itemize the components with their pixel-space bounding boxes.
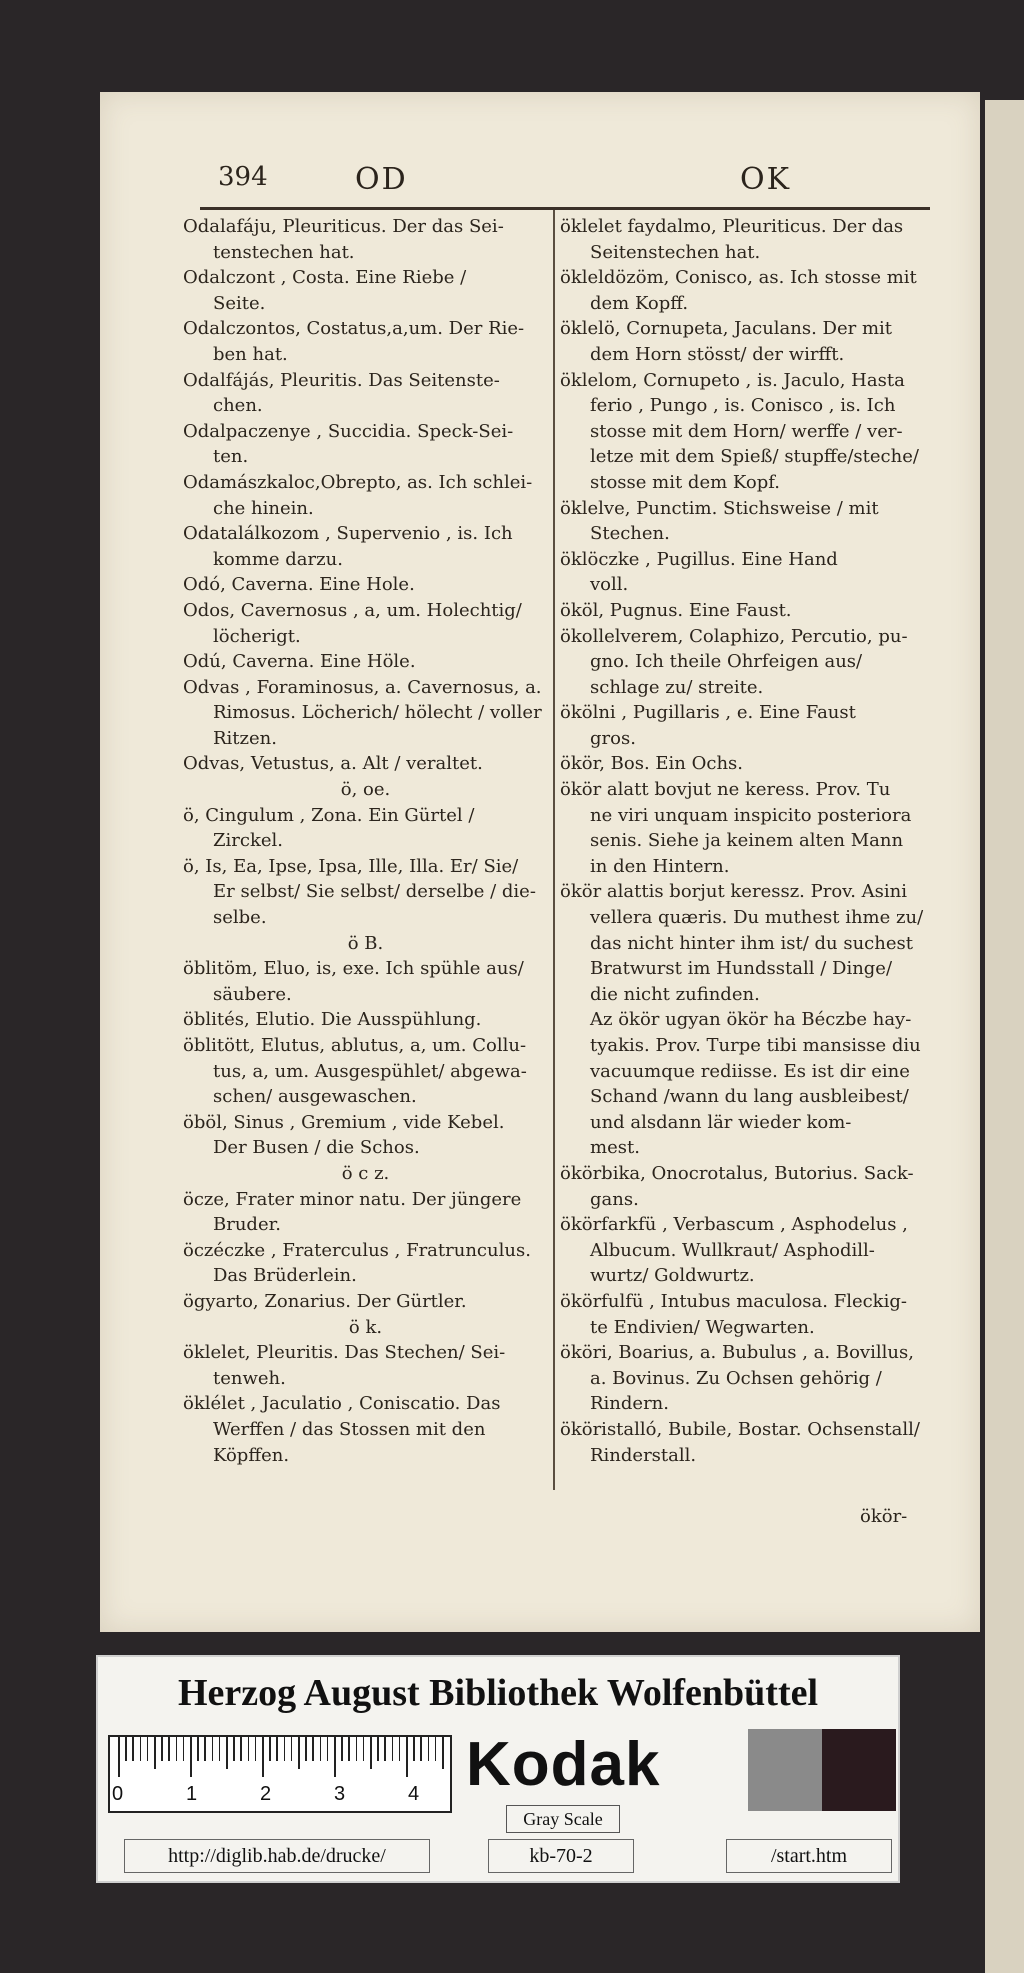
ruler-tick [168,1737,170,1761]
left-column-line: Er selbst/ Sie selbst/ derselbe / die- [213,881,536,903]
left-column-line: öczéczke , Fraterculus , Fratrunculus. [183,1239,531,1261]
left-column-line: öklelet, Pleuritis. Das Stechen/ Sei- [183,1342,506,1364]
right-column-line: öklelom, Cornupeto , is. Jaculo, Hasta [560,369,905,391]
ruler-tick [212,1737,214,1761]
right-column-line: öklelve, Punctim. Stichsweise / mit [560,497,879,519]
right-column-line: Stechen. [590,523,670,545]
library-name: Herzog August Bibliothek Wolfenbüttel [177,1672,819,1714]
right-column-line: Albucum. Wullkraut/ Asphodill- [590,1239,875,1261]
left-column-line: löcherigt. [213,625,301,647]
right-column-line: ököri, Boarius, a. Bubulus , a. Bovillus, [560,1342,914,1364]
catchword: ökör- [860,1506,908,1527]
left-column-line: Seite. [213,292,266,314]
right-column-line: senis. Siehe ja keinem alten Mann [590,830,904,852]
page-number: 394 [218,162,268,192]
left-column-line: Köpffen. [213,1444,290,1466]
column-divider [553,210,555,1490]
left-column-line: ö, Cingulum , Zona. Ein Gürtel / [183,804,475,826]
right-column-line: die nicht zufinden. [590,983,760,1005]
right-column-line: tyakis. Prov. Turpe tibi mansisse diu [590,1035,921,1056]
adjacent-page-edge [985,100,1024,1973]
ruler-tick [413,1737,415,1761]
right-column-line: öklelet faydalmo, Pleuriticus. Der das [560,216,904,237]
left-column-line: Odalafáju, Pleuriticus. Der das Sei- [183,216,504,237]
right-column-line: ököl, Pugnus. Eine Faust. [560,599,792,621]
right-column-line: öklöczke , Pugillus. Eine Hand [560,548,838,570]
ruler-tick [197,1737,199,1761]
right-column-line: a. Bovinus. Zu Ochsen gehörig / [590,1367,882,1389]
left-column-line: Odvas , Foraminosus, a. Cavernosus, a. [183,676,542,698]
ruler-tick [140,1737,142,1761]
right-column-line: öklelö, Cornupeta, Jaculans. Der mit [560,318,893,340]
left-column-line: komme darzu. [213,548,343,570]
ruler-tick [327,1737,329,1761]
left-column-line: ben hat. [213,343,288,365]
left-column-line: öblités, Elutio. Die Ausspühlung. [183,1009,482,1031]
left-column-line: Odamászkaloc,Obrepto, as. Ich schlei- [183,471,533,493]
measurement-ruler [108,1735,452,1813]
right-column-line: ferio , Pungo , is. Conisco , is. Ich [590,395,896,417]
right-column-line: und alsdann lär wieder kom- [590,1111,852,1133]
right-column [560,214,945,1468]
ruler-tick [147,1737,149,1761]
ruler-tick [190,1737,192,1777]
ruler-tick [269,1737,271,1761]
left-column-line: öcze, Frater minor natu. Der jüngere [183,1188,522,1210]
ruler-number: 1 [186,1783,198,1805]
running-head-right: OK [740,162,792,197]
left-column-line: säubere. [213,983,292,1005]
left-column-line: tus, a, um. Ausgespühlet/ abgewa- [213,1060,527,1082]
right-column-line: Schand /wann du lang ausbleibest/ [590,1086,909,1108]
right-column-line: gno. Ich theile Ohrfeigen aus/ [590,651,863,673]
ruler-tick [262,1737,264,1777]
right-column-line: ökör alattis borjut keressz. Prov. Asini [560,881,907,903]
right-column-line: Az ökör ugyan ökör ha Béczbe hay- [590,1009,912,1031]
right-column-line: letze mit dem Spieß/ stupffe/steche/ [590,446,919,468]
ruler-tick [442,1737,444,1769]
ruler-tick [377,1737,379,1761]
left-column-line: Der Busen / die Schos. [213,1137,420,1159]
ruler-tick [276,1737,278,1761]
left-column-line: Zirckel. [213,830,283,852]
left-column-line: ö, oe. [340,779,391,801]
ruler-tick [176,1737,178,1761]
right-column-line: ne viri unquam inspicito posteriora [590,804,912,826]
ruler-tick [312,1737,314,1761]
ruler-tick [320,1737,322,1761]
left-column-line: Odalczont , Costa. Eine Riebe / [183,267,467,289]
ruler-tick [183,1737,185,1761]
right-column-line: Seitenstechen hat. [590,241,761,263]
right-column-line: te Endivien/ Wegwarten. [590,1316,815,1338]
right-column-line: dem Horn stösst/ der wirfft. [590,343,845,365]
left-column-line: schen/ ausgewaschen. [213,1086,417,1108]
grayscale-swatch-light [674,1729,748,1811]
right-column-line: ököristalló, Bubile, Bostar. Ochsenstall/ [560,1418,920,1440]
ruler-tick [204,1737,206,1761]
right-column-line: das nicht hinter ihm ist/ du suchest [590,932,913,954]
right-column-line: wurtz/ Goldwurtz. [590,1265,755,1287]
left-column-line: che hinein. [213,497,314,519]
right-column-line: ökörfulfü , Intubus maculosa. Fleckig- [560,1290,907,1312]
right-column-line: Rindern. [590,1393,669,1415]
right-column-line: vellera quæris. Du muthest ihme zu/ [590,907,924,929]
right-column-line: in den Hintern. [590,855,730,877]
ruler-tick [435,1737,437,1761]
grayscale-swatch-mid [748,1729,822,1811]
right-column-line: stosse mit dem Horn/ werffe / ver- [590,420,903,442]
book-page [100,92,980,1632]
right-column-line: gros. [590,727,636,749]
grayscale-swatch-dark [822,1729,896,1811]
ruler-number: 0 [112,1783,124,1805]
ruler-tick [240,1737,242,1761]
left-column-line: ö, Is, Ea, Ipse, Ipsa, Ille, Illa. Er/ Sie/ [183,855,519,877]
ruler-tick [370,1737,372,1769]
ruler-tick [248,1737,250,1761]
ruler-tick [406,1737,408,1777]
right-column-line: ökölni , Pugillaris , e. Eine Faust [560,702,856,724]
ruler-tick [392,1737,394,1761]
left-column-line: Odalfájás, Pleuritis. Das Seitenste- [183,369,500,391]
left-column-line: Odos, Cavernosus , a, um. Holechtig/ [183,599,522,621]
left-column-line: Das Brüderlein. [213,1265,357,1287]
header-rule [200,207,930,210]
left-column [183,214,548,1468]
right-column-line: stosse mit dem Kopf. [590,471,780,493]
left-column-line: ö c z. [341,1162,390,1184]
ruler-number: 2 [260,1783,272,1805]
url-label: http://diglib.hab.de/drucke/ [124,1839,430,1873]
right-column-line: ökörfarkfü , Verbascum , Asphodelus , [560,1214,908,1236]
running-head-left: OD [355,162,408,197]
left-column-line: Werffen / das Stossen mit den [213,1418,486,1440]
right-column-line: Rinderstall. [590,1444,697,1466]
right-column-line: mest. [590,1137,640,1159]
right-column-line: ökollelverem, Colaphizo, Percutio, pu- [560,625,908,647]
ruler-tick [428,1737,430,1761]
left-column-line: Odó, Caverna. Eine Hole. [183,574,415,596]
left-column-line: öblitöm, Eluo, is, exe. Ich spühle aus/ [183,958,524,980]
left-column-line: chen. [213,395,263,417]
ruler-tick [384,1737,386,1761]
right-column-line: ökör, Bos. Ein Ochs. [560,753,743,775]
ruler-tick [284,1737,286,1761]
ruler-tick [334,1737,336,1777]
ruler-tick [255,1737,257,1761]
item-code-label: kb-70-2 [488,1839,634,1873]
left-column-line: ten. [213,446,249,468]
ruler-tick [363,1737,365,1761]
right-column-line: ökör alatt bovjut ne keress. Prov. Tu [560,779,891,801]
left-column-line: ögyarto, Zonarius. Der Gürtler. [183,1290,467,1312]
left-column-line: Odú, Caverna. Eine Höle. [183,651,416,673]
left-column-line: öböl, Sinus , Gremium , vide Kebel. [183,1111,505,1133]
ruler-tick [118,1737,120,1777]
left-column-line: ö B. [347,932,384,954]
left-column-line: öklélet , Jaculatio , Coniscatio. Das [183,1393,501,1415]
ruler-tick [233,1737,235,1761]
left-column-line: öblitött, Elutus, ablutus, a, um. Collu- [183,1035,527,1056]
left-column-line: Rimosus. Löcherich/ hölecht / voller [213,702,542,724]
left-column-line: Bruder. [213,1214,281,1236]
left-column-line: Odvas, Vetustus, a. Alt / veraltet. [183,753,483,775]
right-column-line: dem Kopff. [590,292,689,314]
ruler-tick [420,1737,422,1761]
kodak-logo: Kodak [466,1730,661,1799]
right-column-line: ökörbika, Onocrotalus, Butorius. Sack- [560,1162,914,1184]
right-column-line: voll. [590,574,629,596]
left-column-line: Odatalálkozom , Supervenio , is. Ich [183,523,513,545]
ruler-number: 4 [408,1783,420,1805]
ruler-tick [125,1737,127,1761]
ruler-tick [161,1737,163,1761]
right-column-line: Bratwurst im Hundsstall / Dinge/ [590,958,893,980]
ruler-number: 3 [334,1783,346,1805]
right-column-line: schlage zu/ streite. [590,676,764,698]
ruler-tick [348,1737,350,1761]
ruler-tick [341,1737,343,1761]
right-column-line: gans. [590,1188,639,1210]
left-column-line: tenstechen hat. [213,241,355,263]
ruler-tick [399,1737,401,1761]
left-column-line: Ritzen. [213,727,277,749]
grayscale-label: Gray Scale [506,1805,620,1833]
ruler-tick [298,1737,300,1769]
left-column-line: Odalpaczenye , Succidia. Speck-Sei- [183,420,514,442]
page-header [100,162,980,202]
ruler-tick [132,1737,134,1761]
right-column-line: ökleldözöm, Conisco, as. Ich stosse mit [560,267,917,289]
ruler-tick [154,1737,156,1769]
kodak-target-card [96,1655,900,1883]
left-column-line: selbe. [213,907,267,929]
left-column-line: ö k. [348,1316,383,1338]
left-column-line: tenweh. [213,1367,286,1389]
ruler-tick [356,1737,358,1761]
right-column-line: vacuumque rediisse. Es ist dir eine [590,1060,910,1082]
left-column-line: Odalczontos, Costatus,a,um. Der Rie- [183,318,525,340]
ruler-tick [226,1737,228,1769]
ruler-tick [291,1737,293,1761]
ruler-tick [219,1737,221,1761]
start-page-label: /start.htm [726,1839,892,1873]
ruler-tick [305,1737,307,1761]
